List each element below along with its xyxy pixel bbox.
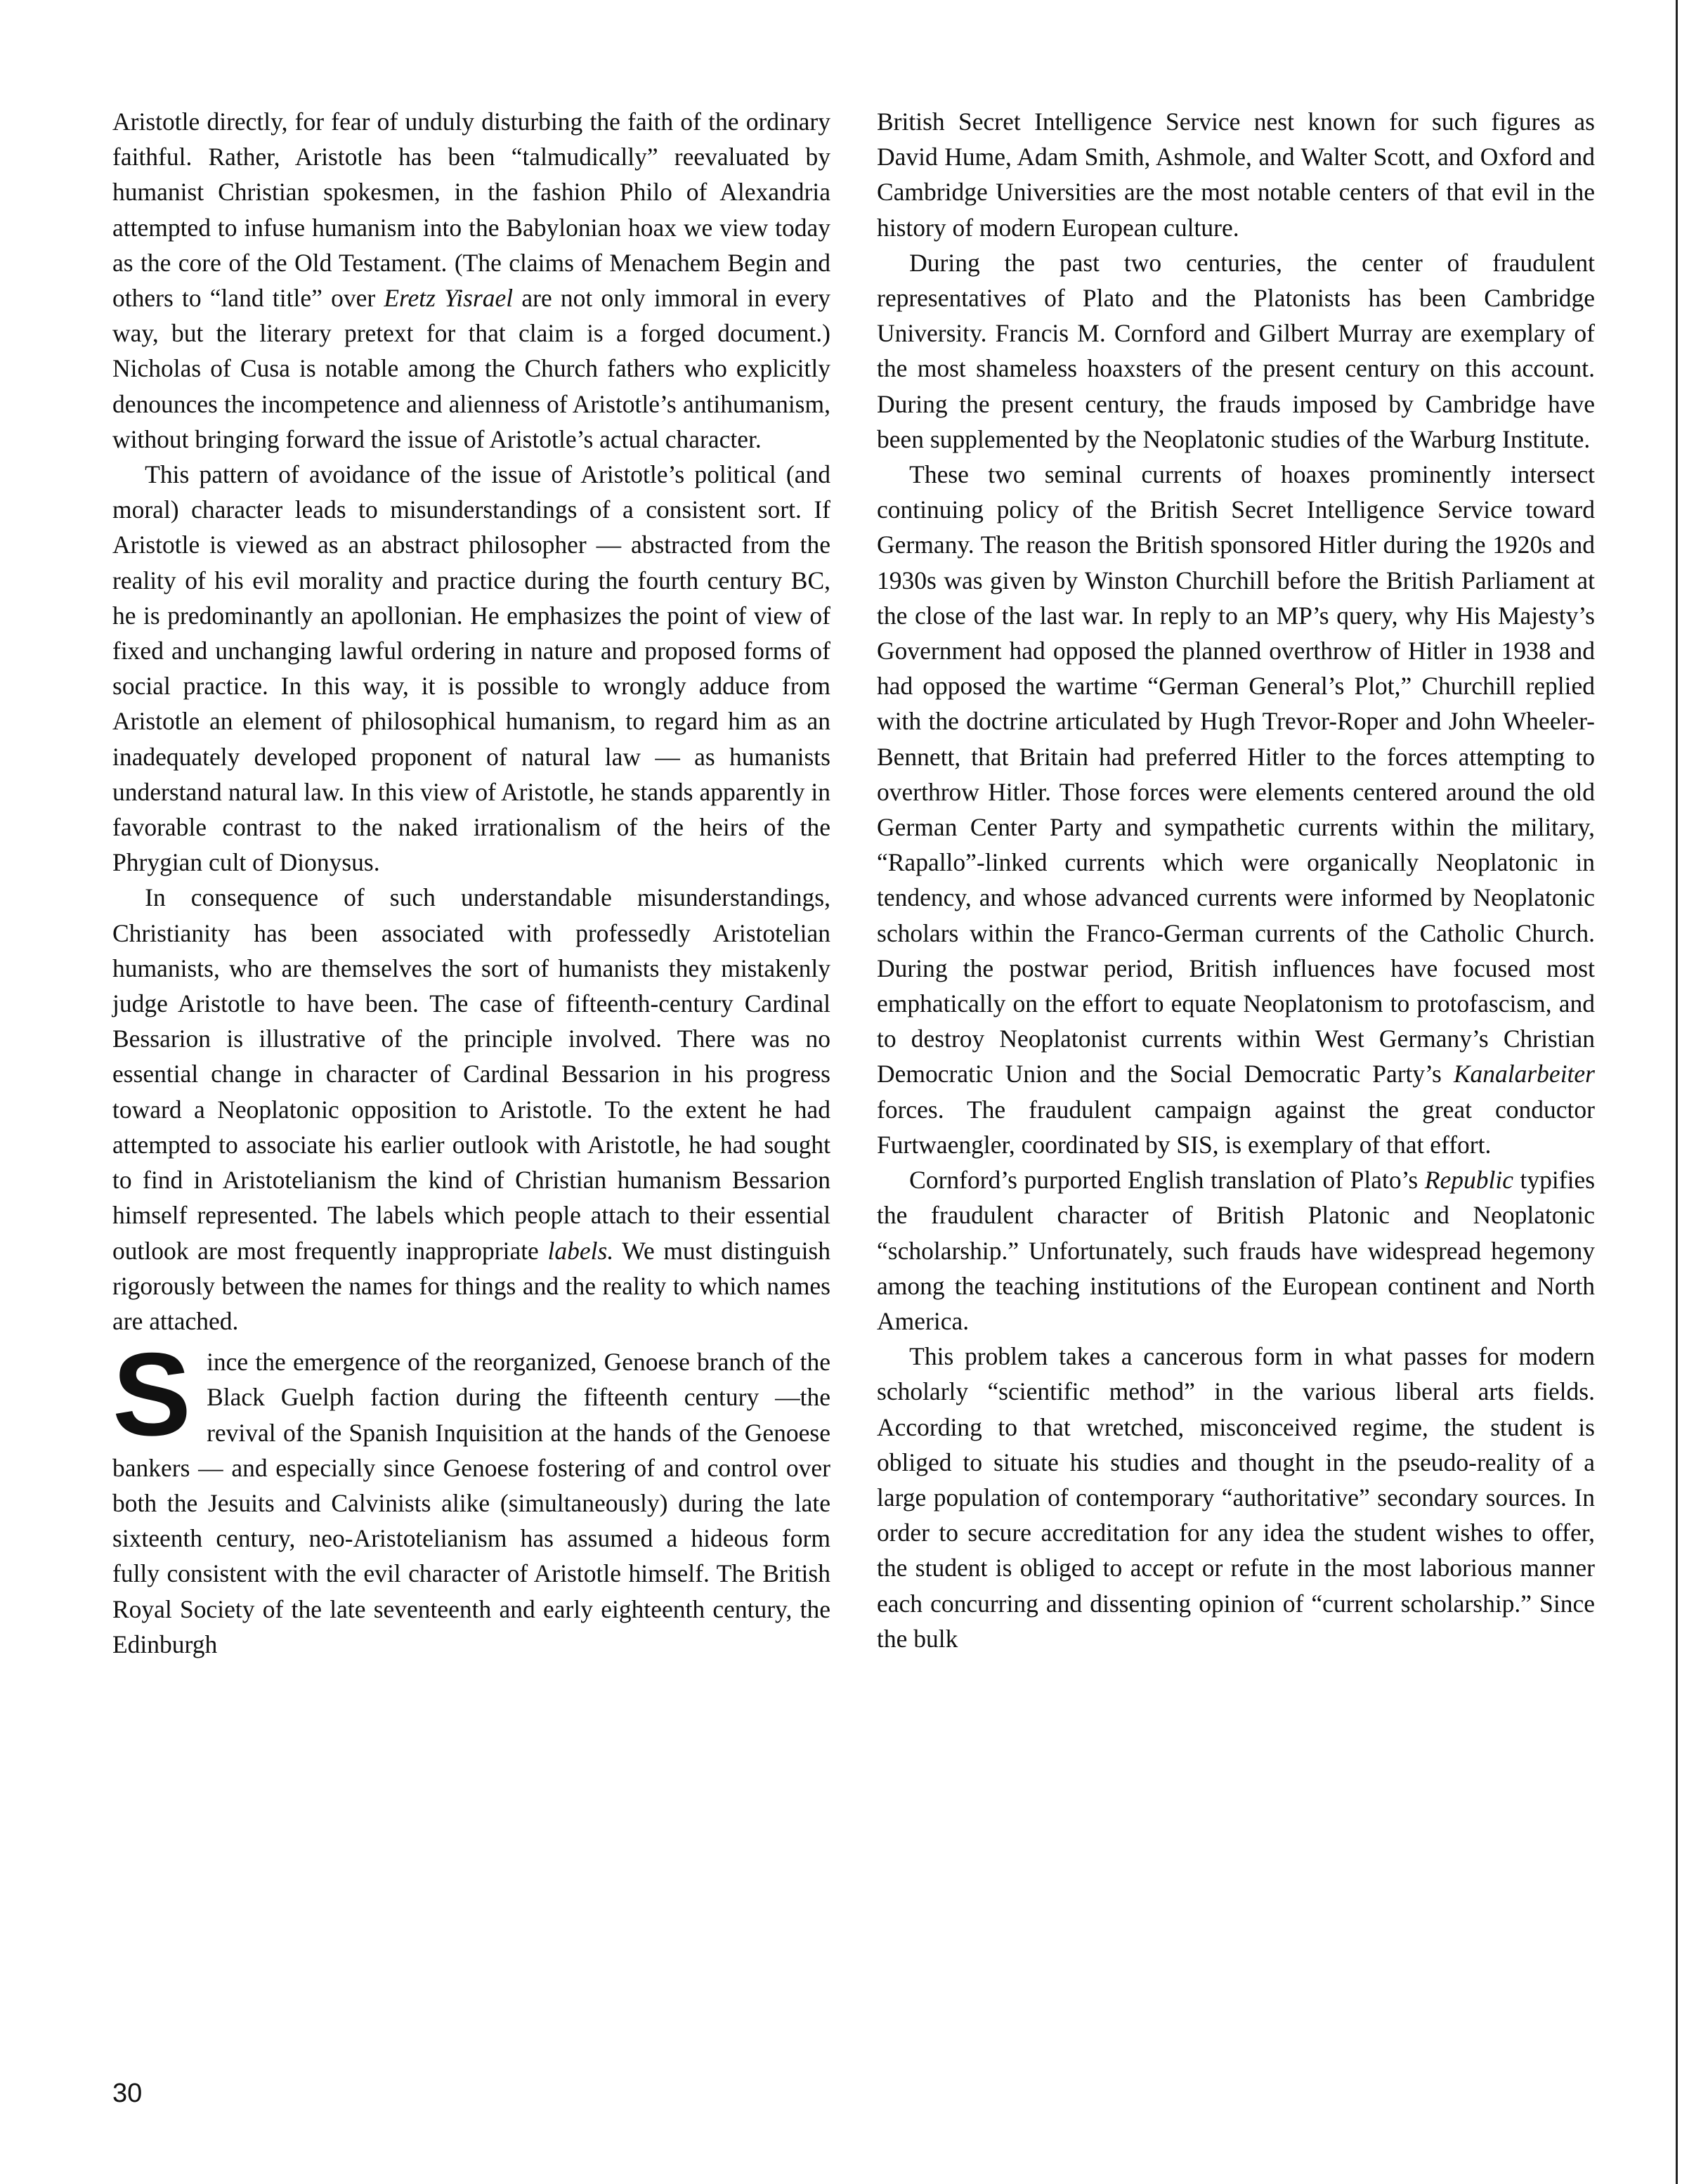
paragraph <box>877 104 1595 245</box>
text-run: typifies the fraudulent character of British Platonic and Neoplatonic “scholarship.” Unfortunately, such frauds have widespread hegemony among the teaching institutions of the European continent and North America. <box>877 1166 1596 1335</box>
paragraph-text <box>112 1328 830 1658</box>
paragraph <box>112 880 830 1339</box>
italic-text-run: Eretz Yisrael <box>384 284 514 313</box>
text-run: forces. The fraudulent campaign against the great conductor Furtwaengler, coordinated by SIS, is exemplary of that effort. <box>877 1095 1595 1159</box>
paragraph-with-drop-cap <box>112 1328 830 1662</box>
text-run: Cornford’s purported English translation of Plato’s <box>909 1166 1425 1195</box>
page-number: 30 <box>112 2079 143 2108</box>
text-run: We must distinguish rigorously between the names for things and the reality to which names are attached. <box>112 1236 830 1335</box>
paragraph <box>877 457 1595 1162</box>
italic-text-run: labels. <box>547 1236 614 1265</box>
right-text-column <box>877 104 1595 1656</box>
text-run: These two seminal currents of hoaxes prominently intersect continuing policy of the British Secret Intelligence Service toward Germany. The reason the British sponsored Hitler during the 1920s and 1930s was given by Winston Churchill before the British Parliament at the close of the last war. In reply to an MP’s query, why His Majesty’s Government had opposed the planned overthrow of Hitler in 1938 and had opposed the wartime “German General’s Plot,” Churchill replied with the doctrine articulated by Hugh Trevor-Roper and John Wheeler-Bennett, that Britain had preferred Hitler to the forces attempting to overthrow Hitler. Those forces were elements centered around the old German Center Party and sympathetic currents within the military, “Rapallo”-linked currents which were organically Neoplatonic in tendency, and whose advanced currents were informed by Neoplatonic scholars within the Franco-German currents of the Catholic Church. During the postwar period, British influences have focused most emphatically on the effort to equate Neoplatonism to protofascism, and to destroy Neoplatonist currents within West Germany’s Christian Democratic Union and the Social Democratic Party’s <box>877 460 1595 1088</box>
drop-cap: S <box>112 1328 192 1461</box>
italic-text-run: Republic <box>1424 1166 1513 1195</box>
paragraph <box>112 457 830 880</box>
left-text-column <box>112 104 830 1662</box>
page-edge-rule <box>1676 0 1678 2184</box>
italic-text-run: Kanalarbeiter <box>1453 1060 1595 1088</box>
paragraph <box>877 1339 1595 1656</box>
text-run: During the past two centuries, the center of fraudulent representatives of Plato and the Platonists has been Cambridge University. Francis M. Cornford and Gilbert Murray are exemplary of the most shameless hoaxsters of the present century on this account. During the present century, the frauds imposed by Cambridge have been supplemented by the Neoplatonic studies of the Warburg Institute. <box>877 248 1595 453</box>
text-run: ince the emergence of the reorganized, Genoese branch of the Black Guelph faction during the fifteenth century —the revival of the Spanish Inquisition at the hands of the Genoese bankers — and especially since Genoese fostering of and control over both the Jesuits and Calvinists alike (simultaneously) during the late sixteenth century, neo-Aristotelianism has assumed a hideous form fully consistent with the evil character of Aristotle himself. The British Royal Society of the late seventeenth and early eighteenth century, the Edinburgh <box>112 1348 830 1658</box>
paragraph <box>877 1162 1595 1339</box>
text-run: Aristotle directly, for fear of unduly disturbing the faith of the ordinary faithful. Rather, Aristotle has been “talmudically” reevaluated by humanist Christian spokesmen, in the fashion Philo of Alexandria attempted to infuse humanism into the Babylonian hoax we view today as the core of the Old Testament. (The claims of Menachem Begin and others to “land title” over <box>112 108 830 313</box>
text-run: In consequence of such understandable misunderstandings, Christianity has been associated with professedly Aristotelian humanists, who are themselves the sort of humanists they mistakenly judge Aristotle to have been. The case of fifteenth-century Cardinal Bessarion is illustrative of the principle involved. There was no essential change in character of Cardinal Bessarion in his progress toward a Neoplatonic opposition to Aristotle. To the extent he had attempted to associate his earlier outlook with Aristotle, he had sought to find in Aristotelianism the kind of Christian humanism Bessarion himself represented. The labels which people attach to their essential outlook are most frequently inappropriate <box>112 883 830 1265</box>
paragraph <box>112 104 830 457</box>
text-run: This pattern of avoidance of the issue of Aristotle’s political (and moral) character leads to misunderstandings of a consistent sort. If Aristotle is viewed as an abstract philosopher — abstracted from the reality of his evil morality and practice during the fourth century BC, he is predominantly an apollonian. He emphasizes the point of view of fixed and unchanging lawful ordering in nature and proposed forms of social practice. In this way, it is possible to wrongly adduce from Aristotle an element of philosophical humanism, to regard him as an inadequately developed proponent of natural law — as humanists understand natural law. In this view of Aristotle, he stands apparently in favorable contrast to the naked irrationalism of the heirs of the Phrygian cult of Dionysus. <box>112 460 830 877</box>
text-run: British Secret Intelligence Service nest known for such figures as David Hume, Adam Smith, Ashmole, and Walter Scott, and Oxford and Cambridge Universities are the most notable centers of that evil in the history of modern European culture. <box>877 108 1595 242</box>
text-run: are not only immoral in every way, but the literary pretext for that claim is a forged document.) Nicholas of Cusa is notable among the Church fathers who explicitly denounces the incompetence and alienness of Aristotle’s antihumanism, without bringing forward the issue of Aristotle’s actual character. <box>112 284 830 453</box>
text-run: This problem takes a cancerous form in what passes for modern scholarly “scientific method” in the various liberal arts fields. According to that wretched, misconceived regime, the student is obliged to situate his studies and thought in the pseudo-reality of a large population of contemporary “authoritative” secondary sources. In order to secure accreditation for any idea the student wishes to offer, the student is obliged to accept or refute in the most laborious manner each concurring and dissenting opinion of “current scholarship.” Since the bulk <box>877 1342 1595 1653</box>
paragraph <box>877 245 1595 457</box>
